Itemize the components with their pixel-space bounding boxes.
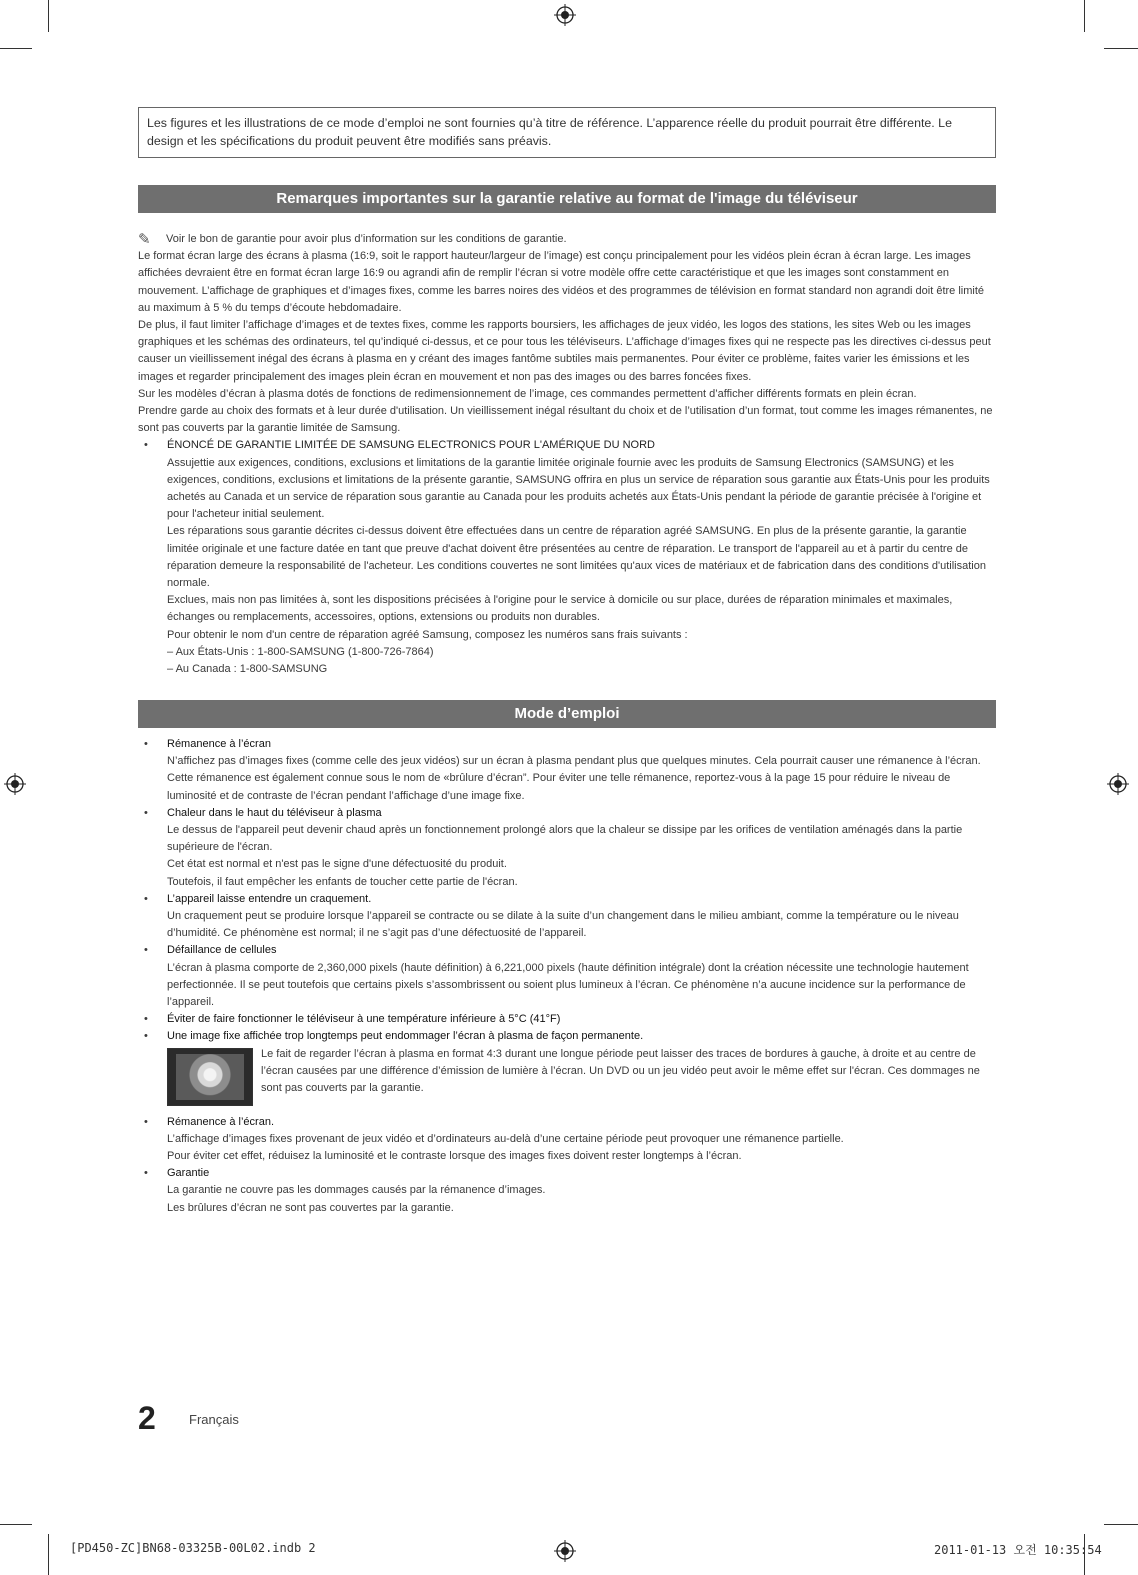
bullet-icon: • — [144, 1115, 148, 1128]
crop-mark — [0, 1524, 32, 1525]
crop-mark — [1104, 1524, 1138, 1525]
crop-mark — [48, 0, 49, 32]
registration-mark-icon — [554, 1540, 576, 1562]
bullet-icon: • — [144, 1030, 148, 1043]
print-timestamp: 2011-01-13 오전 10:35:54 — [934, 1543, 1102, 1557]
bullet-icon: • — [144, 892, 148, 905]
crop-mark — [1084, 0, 1085, 32]
screen-burn-image — [167, 1048, 253, 1106]
bullet-icon: • — [144, 1013, 148, 1026]
usage-item-line: La garantie ne couvre pas les dommages causés par la rémanence d’images. — [167, 1184, 546, 1197]
warranty-note-text: Voir le bon de garantie pour avoir plus d’information sur les conditions de garantie. — [166, 233, 567, 245]
warranty-bullet-line: Assujettie aux exigences, conditions, exclusions et limitations de la garantie limitée originale fournie avec les produits de Samsung Electronics (SAMSUNG) et les exigences, conditions, exclusions et limitations de la présente garantie, SAMSUNG offrira en plus un service de réparation sous garantie aux États-Unis pour les produits achetés au Canada et un service de réparation sous garantie au Canada pour les produits achetés aux États-Unis pendant la période de garantie précisée à l'origine et pour l'acheteur initial seulement. — [167, 456, 990, 521]
usage-item-head: Garantie — [167, 1167, 210, 1180]
warranty-bullet-line: – Aux États-Unis : 1-800-SAMSUNG (1-800-726-7864) — [167, 645, 434, 658]
usage-item-line: Cet état est normal et n'est pas le signe d'une défectuosité du produit. — [167, 858, 507, 871]
usage-item — [138, 891, 996, 943]
usage-section-title: Mode d’emploi — [138, 700, 996, 728]
usage-item — [138, 942, 996, 1011]
warranty-section-body — [138, 231, 996, 678]
usage-item — [138, 1011, 996, 1028]
crop-mark — [1104, 48, 1138, 49]
page-language: Français — [189, 1412, 239, 1427]
usage-item-line: Un craquement peut se produire lorsque l’appareil se contracte ou se dilate à la suite d’un changement dans le milieu ambiant, comme la température ou le niveau d’humidité. Ce phénomène est normal; il ne s’agit pas d’une défectuosité de l’appareil. — [167, 910, 959, 940]
usage-item-head: L’appareil laisse entendre un craquement. — [167, 892, 372, 905]
registration-mark-icon — [4, 773, 26, 795]
usage-item-head: Chaleur dans le haut du téléviseur à plasma — [167, 806, 382, 819]
disclaimer-box — [138, 107, 996, 158]
crop-mark — [0, 48, 32, 49]
usage-item-head: Une image fixe affichée trop longtemps peut endommager l’écran à plasma de façon permanente. — [167, 1030, 644, 1043]
usage-item-line: N’affichez pas d’images fixes (comme celle des jeux vidéos) sur un écran à plasma pendant plus que quelques minutes. Cela pourrait causer une rémanence à l’écran. Cette rémanence est également connue sous le nom de «brûlure d’écran”. Pour éviter une telle rémanence, reportez-vous à la page 15 pour réduire le niveau de luminosité et de contraste de l’écran pendant l’affichage d’une image fixe. — [167, 755, 981, 802]
page-number: 2 — [138, 1400, 156, 1436]
warranty-paragraph: De plus, il faut limiter l’affichage d’images et de textes fixes, comme les rapports boursiers, les affichages de jeux vidéo, les logos des stations, les sites Web ou les images graphiques et les schémas des ordinateurs, tel qu’indiqué ci-dessus, et ce pour tous les téléviseurs. L’affichage d’images fixes qui ne respecte pas les directives ci-dessus peut causer un vieillissement inégal des écrans à plasma en y créant des images fantôme subtiles mais permanentes. Pour éviter ce problème, faites varier les émissions et les images et regarder principalement des images plein écran en mouvement et non pas des images ou des barres foncées fixes. — [138, 319, 991, 383]
disclaimer-text: Les figures et les illustrations de ce mode d’emploi ne sont fournies qu’à titre de référence. L’apparence réelle du produit pourrait être différente. Le design et les spécifications du produit peuvent être modifiés sans préavis. — [147, 116, 952, 148]
usage-item-line: Toutefois, il faut empêcher les enfants de toucher cette partie de l'écran. — [167, 875, 518, 888]
warranty-bullet-line: Pour obtenir le nom d'un centre de réparation agréé Samsung, composez les numéros sans frais suivants : — [167, 628, 688, 641]
usage-item — [138, 1165, 996, 1217]
usage-figure-row — [138, 1046, 996, 1110]
warranty-section-title: Remarques importantes sur la garantie relative au format de l'image du téléviseur — [138, 185, 996, 213]
usage-item-head: Éviter de faire fonctionner le téléviseur à une température inférieure à 5°C (41°F) — [167, 1013, 561, 1026]
bullet-icon: • — [144, 944, 148, 957]
usage-item-head: Défaillance de cellules — [167, 944, 277, 957]
usage-section-body — [138, 736, 996, 1217]
usage-item-line: L’écran à plasma comporte de 2,360,000 pixels (haute définition) à 6,221,000 pixels (haute définition intégrale) dont la création nécessite une technologie hautement perfectionnée. Il se peut toutefois que certains pixels s’assombrissent ou soient plus lumineux à l’écran. Ce phénomène n’a aucune incidence sur la performance de l’appareil. — [167, 961, 969, 1009]
usage-item — [138, 805, 996, 891]
warranty-paragraph: Le format écran large des écrans à plasma (16:9, soit le rapport hauteur/largeur de l’image) est conçu principalement pour les vidéos plein écran à écran large. Les images affichées devraient être en format écran large 16:9 ou agrandi afin de remplir l’écran si votre modèle offre cette caractéristique et que les images sont constamment en mouvement. L’affichage de graphiques et d’images fixes, comme les barres noires des vidéos et des programmes de télévision en format standard non agrandi doit être limité au maximum à 5 % du temps d’écoute hebdomadaire. — [138, 250, 985, 314]
warranty-note — [138, 231, 996, 248]
usage-item-line: Pour éviter cet effet, réduisez la luminosité et le contraste lorsque des images fixes doivent rester longtemps à l’écran. — [167, 1150, 742, 1163]
warranty-bullet-head: ÉNONCÉ DE GARANTIE LIMITÉE DE SAMSUNG ELECTRONICS POUR L'AMÉRIQUE DU NORD — [167, 439, 656, 452]
pencil-note-icon: ✎ — [138, 231, 151, 248]
warranty-bullet-line: – Au Canada : 1-800-SAMSUNG — [167, 663, 328, 676]
registration-mark-icon — [554, 4, 576, 26]
usage-item — [138, 736, 996, 805]
usage-item-head: Rémanence à l’écran — [167, 738, 271, 750]
warranty-bullet — [138, 437, 996, 678]
print-file-slug: [PD450-ZC]BN68-03325B-00L02.indb 2 — [70, 1541, 316, 1555]
bullet-icon: • — [144, 439, 148, 452]
bullet-icon: • — [144, 806, 148, 819]
warranty-bullet-line: Les réparations sous garantie décrites ci-dessus doivent être effectuées dans un centre de réparation agréé SAMSUNG. En plus de la présente garantie, la garantie limitée originale et une facture datée en tant que preuve d'achat doivent être présentées au centre de réparation. Le transport de l'appareil au et à partir du centre de réparation demeure la responsabilité de l'acheteur. Les conditions couvertes ne sont limitées qu'aux vices de matériaux et de fabrication dans des conditions d'utilisation normale. — [167, 525, 986, 590]
usage-item-line: Le dessus de l'appareil peut devenir chaud après un fonctionnement prolongé alors que la chaleur se dissipe par les orifices de ventilation aménagés dans la partie supérieure de l'écran. — [167, 824, 963, 854]
usage-item-line: Les brûlures d’écran ne sont pas couvertes par la garantie. — [167, 1201, 454, 1214]
warranty-paragraph: Prendre garde au choix des formats et à leur durée d'utilisation. Un vieillissement inégal résultant du choix et de l’utilisation d’un format, tout comme les images rémanentes, ne sont pas couverts par la garantie limitée de Samsung. — [138, 405, 993, 435]
crop-mark — [48, 1534, 49, 1575]
bullet-icon: • — [144, 1167, 148, 1180]
usage-item — [138, 1028, 996, 1045]
usage-item-head: Rémanence à l’écran. — [167, 1115, 275, 1128]
registration-mark-icon — [1107, 773, 1129, 795]
bullet-icon: • — [144, 738, 148, 750]
usage-item — [138, 1114, 996, 1166]
usage-item-line: L’affichage d’images fixes provenant de jeux vidéo et d’ordinateurs au-delà d’une certaine période peut provoquer une rémanence partielle. — [167, 1132, 844, 1145]
warranty-bullet-line: Exclues, mais non pas limitées à, sont les dispositions précisées à l'origine pour le service à domicile ou sur place, durées de réparation minimales et maximales, échanges ou remplacements, accessoires, options, extensions ou produits non durables. — [167, 594, 953, 624]
usage-figure-text: Le fait de regarder l’écran à plasma en format 4:3 durant une longue période peut laisser des traces de bordures à gauche, à droite et au centre de l’écran causées par une différence d’émission de lumière à l’écran. Un DVD ou un jeu vidéo peut avoir le même effet sur l'écran. Ces dommages ne sont pas couverts par la garantie. — [261, 1047, 980, 1095]
warranty-paragraph: Sur les modèles d’écran à plasma dotés de fonctions de redimensionnement de l’image, ces commandes permettent d’afficher différents formats en plein écran. — [138, 387, 917, 400]
